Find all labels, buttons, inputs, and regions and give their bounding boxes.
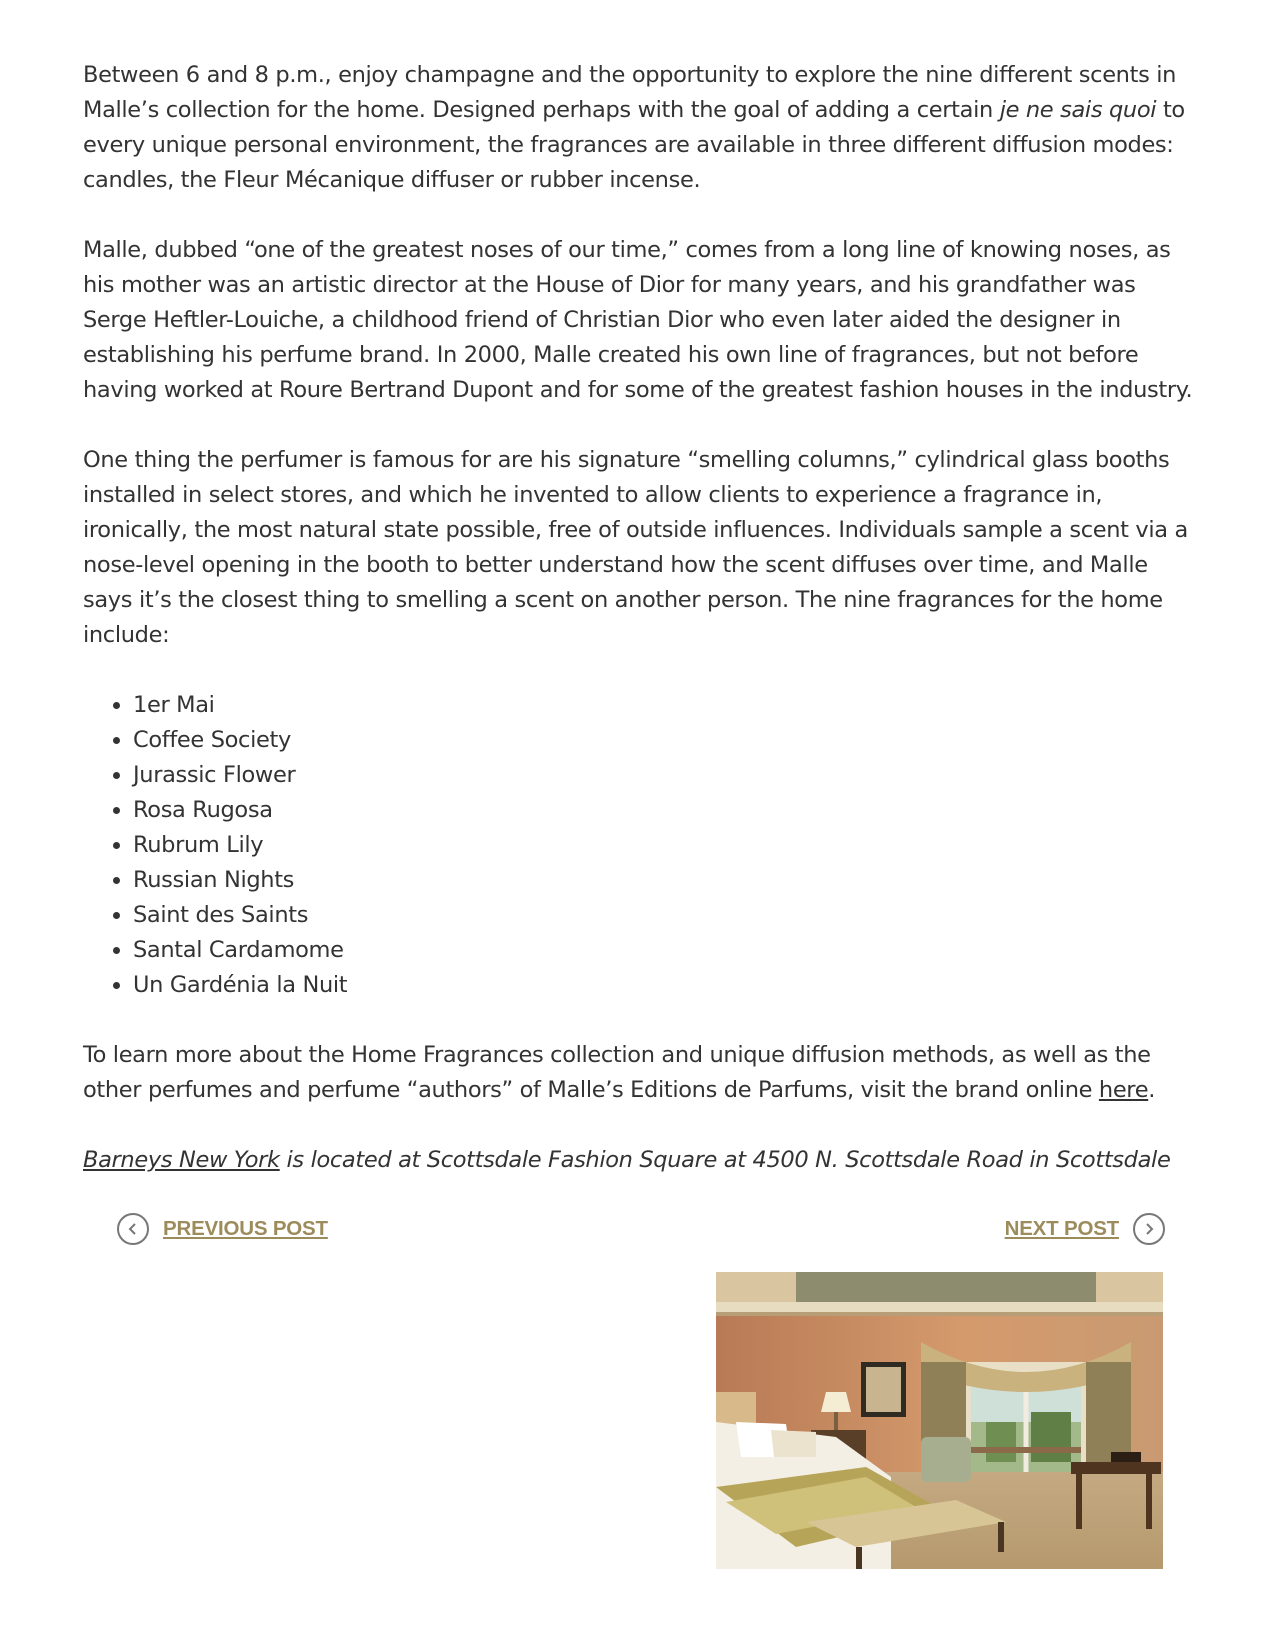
paragraph-malle-background: Malle, dubbed “one of the greatest noses of our time,” comes from a long line of knowing noses, as his mother was an artistic director at the House of Dior for many years, and his grandfather was Serge Heftler-Louiche, a childhood friend of Christian Dior who even later aided the designer in establishing his perfume brand. In 2000, Malle created his own line of fragrances, but not before having worked at Roure Bertrand Dupont and for some of the greatest fashion houses in the industry. [83,237,1193,403]
list-item: • Saint des Saints [133,898,1203,933]
learn-more-period: . [1148,1077,1156,1103]
location-address: is located at Scottsdale Fashion Square at 4500 N. Scottsdale Road in Scottsdale [279,1147,1171,1173]
fragrance-list [83,688,1203,1003]
paragraph-location [83,1143,1203,1178]
paragraph-intro [83,58,1203,198]
list-item: • Santal Cardamome [133,933,1203,968]
learn-more-text: To learn more about the Home Fragrances collection and unique diffusion methods, as well as the other perfumes and perfume “authors” of Malle’s Editions de Parfums, visit the brand online [83,1042,1151,1103]
list-item: • Rosa Rugosa [133,793,1203,828]
list-item: • Coffee Society [133,723,1203,758]
chevron-right-icon[interactable] [1133,1213,1165,1245]
hotel-bedroom-image [716,1272,1163,1569]
article-body [83,58,1203,1213]
list-item: • Jurassic Flower [133,758,1203,793]
previous-post-label[interactable]: PREVIOUS POST [163,1217,328,1240]
list-item: • Russian Nights [133,863,1203,898]
next-post-link[interactable] [1005,1213,1165,1245]
intro-emphasis: je ne sais quoi [999,97,1157,123]
intro-text-start: Between 6 and 8 p.m., enjoy champagne and the opportunity to explore the nine different scents in Malle’s collection for the home. Designed perhaps with the goal of adding a certain [83,62,1177,123]
list-item: • 1er Mai [133,688,1203,723]
intro-text-end: to every unique personal environment, the fragrances are available in three different diffusion modes: candles, the Fleur Mécanique diffuser or rubber incense. [83,97,1185,193]
list-item: • Un Gardénia la Nuit [133,968,1203,1003]
post-navigation [117,1213,1165,1249]
chevron-left-icon[interactable] [117,1213,149,1245]
next-post-label[interactable]: NEXT POST [1004,1217,1119,1240]
next-post-thumbnail[interactable] [716,1272,1163,1569]
brand-site-link[interactable]: here [1098,1077,1149,1103]
list-item: • Rubrum Lily [133,828,1203,863]
location-text [83,1147,1170,1173]
paragraph-learn-more [83,1038,1203,1108]
previous-post-link[interactable] [117,1213,328,1245]
barneys-link[interactable]: Barneys New York [83,1147,280,1173]
paragraph-smelling-columns: One thing the perfumer is famous for are his signature “smelling columns,” cylindrical glass booths installed in select stores, and which he invented to allow clients to experience a fragrance in, ironically, the most natural state possible, free of outside influences. Individuals sample a scent via a nose-level opening in the booth to better understand how the scent diffuses over time, and Malle says it’s the closest thing to smelling a scent on another person. The nine fragrances for the home include: [83,447,1188,648]
